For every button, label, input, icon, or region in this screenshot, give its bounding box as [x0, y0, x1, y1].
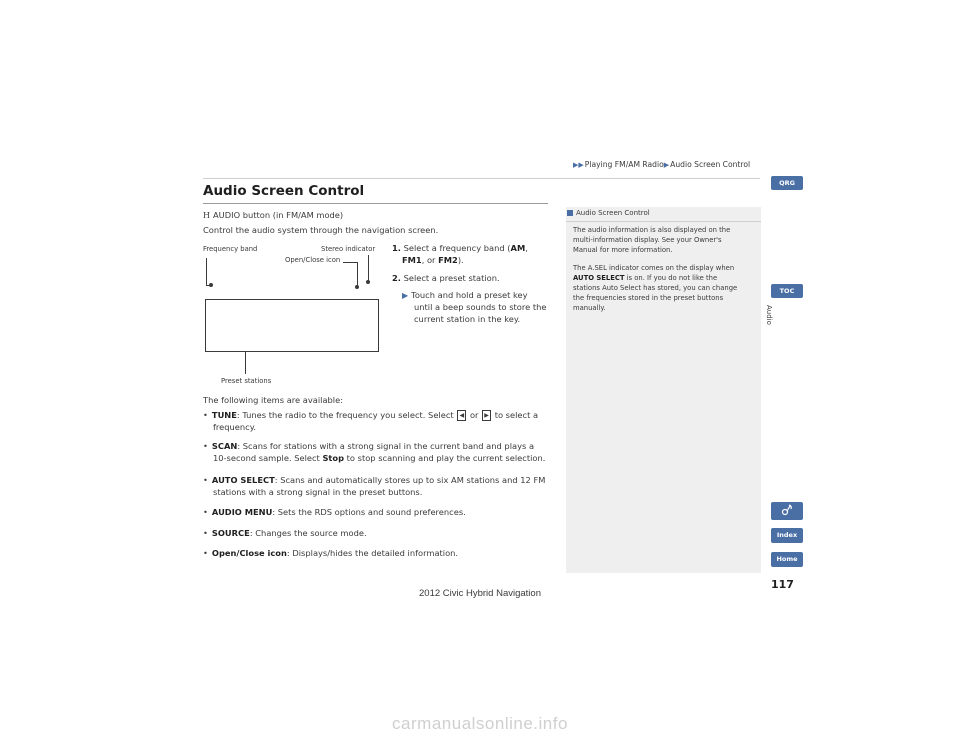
arrow-icon: ▶	[402, 291, 409, 300]
note-icon	[567, 210, 573, 216]
label-open-close-icon: Open/Close icon	[285, 256, 341, 264]
list-item-scan-cont: 10-second sample. Select Stop to stop scanning and play the current selection.	[213, 453, 546, 463]
intro-text: Control the audio system through the navigation screen.	[203, 225, 439, 235]
section-label: Audio	[765, 305, 773, 325]
step-2: 2. Select a preset station.	[392, 273, 500, 283]
arrow-icon: ▶▶	[573, 161, 584, 169]
right-arrow-key-icon: ▶	[482, 410, 491, 421]
footer-text: 2012 Civic Hybrid Navigation	[419, 588, 541, 599]
tab-home[interactable]: Home	[771, 552, 803, 567]
items-intro: The following items are available:	[203, 395, 344, 405]
step-2-sub-line: until a beep sounds to store the	[414, 302, 547, 312]
page-number: 117	[771, 578, 794, 591]
list-item-auto-select-cont: stations with a strong signal in the preset buttons.	[213, 487, 423, 497]
header-divider	[203, 178, 760, 179]
sidebar-text: the frequencies stored in the preset buttons	[573, 294, 724, 302]
callout-line	[245, 351, 246, 374]
sidebar-note-title: Audio Screen Control	[567, 209, 650, 217]
voice-icon	[780, 503, 794, 517]
left-arrow-key-icon: ◀	[457, 410, 466, 421]
tab-toc[interactable]: TOC	[771, 284, 803, 298]
step-2-sub-line: current station in the key.	[414, 314, 521, 324]
voice-command-icon[interactable]	[771, 502, 803, 520]
tab-index[interactable]: Index	[771, 528, 803, 543]
tab-qrg[interactable]: QRG	[771, 176, 803, 190]
screen-illustration	[205, 299, 379, 352]
callout-dot	[209, 283, 213, 287]
list-item-source: • SOURCE: Changes the source mode.	[203, 528, 367, 538]
step-1-cont: FM1, or FM2).	[402, 255, 464, 265]
sidebar-text: Manual for more information.	[573, 246, 673, 254]
breadcrumb	[573, 160, 750, 169]
title-divider	[203, 203, 548, 204]
callout-line	[206, 258, 207, 285]
sidebar-text: stations Auto Select has stored, you can change	[573, 284, 738, 292]
callout-line	[343, 262, 358, 263]
step-1: 1. Select a frequency band (AM,	[392, 243, 528, 253]
callout-dot	[366, 280, 370, 284]
arrow-icon: ▶	[663, 161, 670, 169]
callout-line	[368, 255, 369, 282]
sidebar-text: AUTO SELECT is on. If you do not like the	[573, 274, 718, 282]
sidebar-text: The audio information is also displayed on the	[573, 226, 731, 234]
callout-line	[357, 262, 358, 286]
list-item-audio-menu: • AUDIO MENU: Sets the RDS options and sound preferences.	[203, 507, 466, 517]
list-item-scan: • SCAN: Scans for stations with a strong signal in the current band and plays a	[203, 441, 535, 451]
sidebar-text: multi-information display. See your Owner's	[573, 236, 722, 244]
step-2-sub: ▶ Touch and hold a preset key	[402, 290, 528, 300]
list-item-auto-select: • AUTO SELECT: Scans and automatically stores up to six AM stations and 12 FM	[203, 475, 546, 485]
sidebar-text: manually.	[573, 304, 606, 312]
breadcrumb-current: Audio Screen Control	[670, 160, 751, 169]
page-title: Audio Screen Control	[203, 183, 365, 199]
list-item-tune: • TUNE: Tunes the radio to the frequency you select. Select ◀ or ▶ to select a	[203, 410, 539, 420]
label-frequency-band: Frequency band	[203, 245, 258, 253]
watermark: carmanualsonline.info	[392, 714, 568, 733]
list-item-open-close: • Open/Close icon: Displays/hides the detailed information.	[203, 548, 459, 558]
sidebar-note	[566, 207, 761, 573]
list-item-tune-cont: frequency.	[213, 422, 257, 432]
sidebar-text: The A.SEL indicator comes on the display when	[573, 264, 735, 272]
button-reference: H AUDIO button (in FM/AM mode)	[203, 210, 344, 220]
breadcrumb-link-fm-am[interactable]: Playing FM/AM Radio	[584, 160, 664, 169]
label-preset-stations: Preset stations	[221, 377, 272, 385]
hard-button-icon: H	[203, 211, 210, 220]
callout-dot	[355, 285, 359, 289]
label-stereo-indicator: Stereo indicator	[321, 245, 376, 253]
